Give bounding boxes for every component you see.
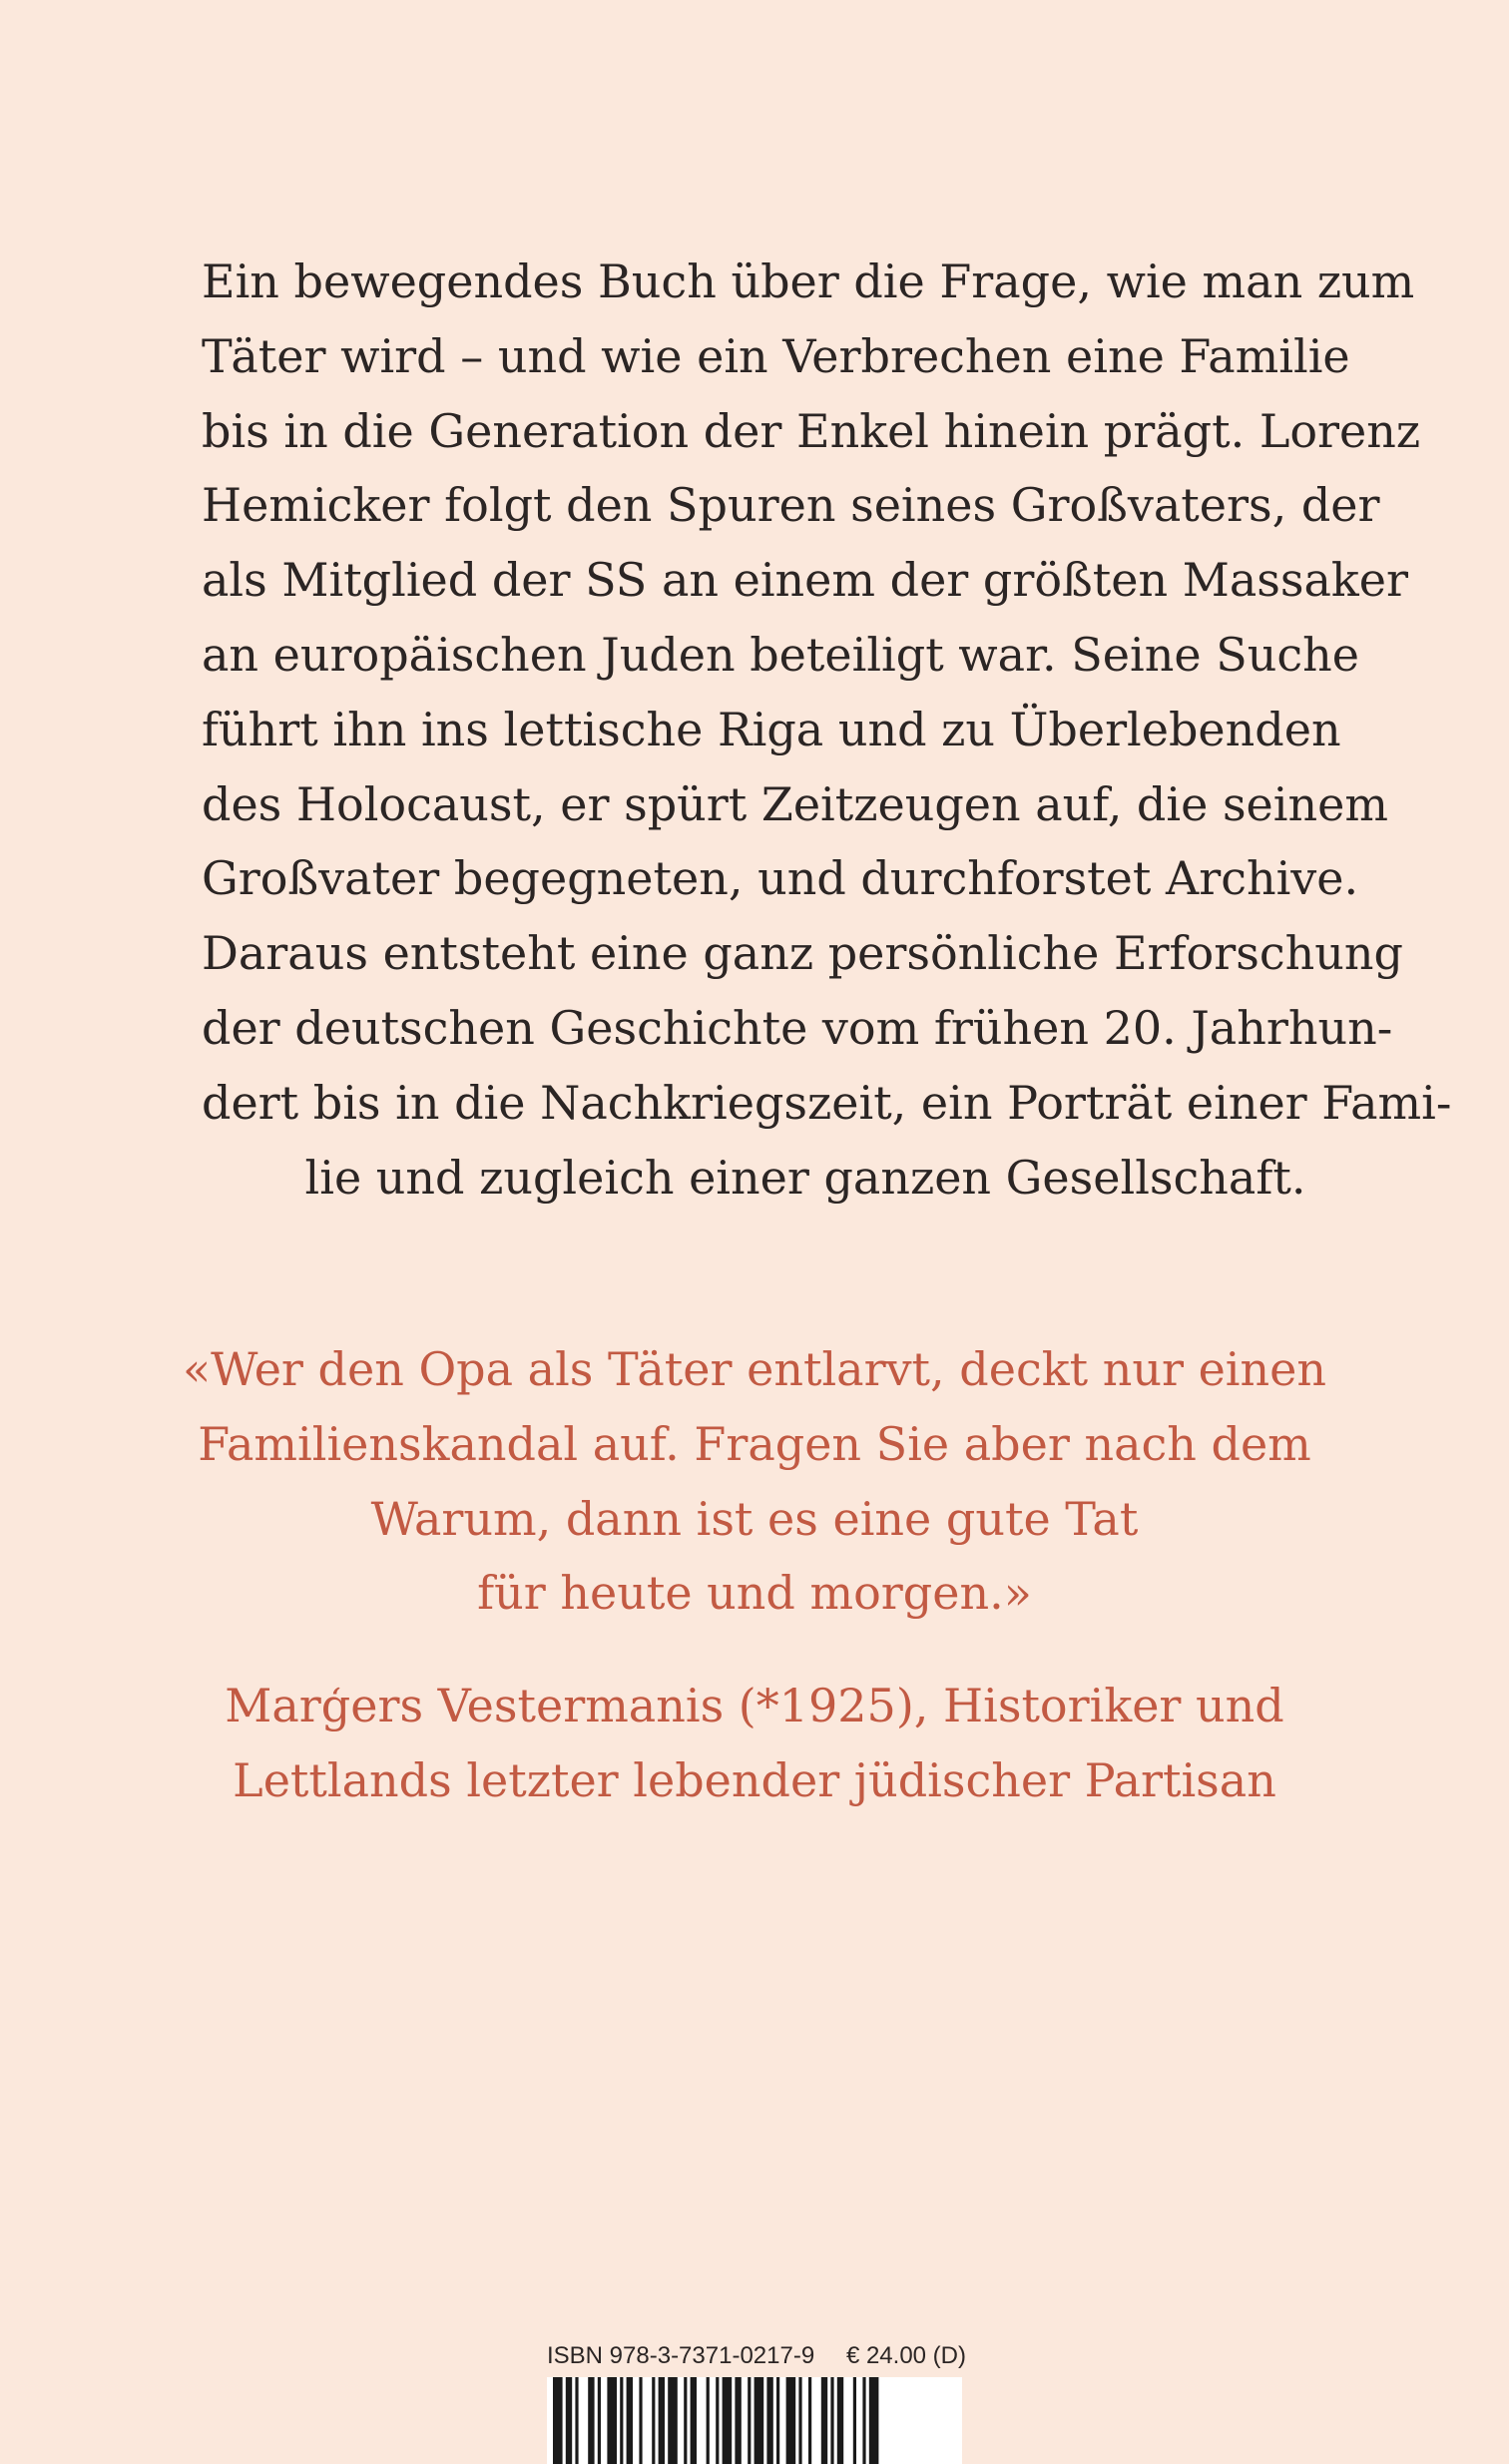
barcode-bar (723, 2377, 733, 2464)
blurb-line: führt ihn ins lettische Riga und zu Überlebenden (202, 702, 1341, 756)
quote-line: Warum, dann ist es eine gute Tat (370, 1491, 1139, 1546)
barcode-bar (627, 2377, 633, 2464)
quote-line: «Wer den Opa als Täter entlarvt, deckt nur einen (183, 1342, 1326, 1396)
barcode-bar (776, 2377, 779, 2464)
barcode-bar (652, 2377, 655, 2464)
blurb-line: bis in die Generation der Enkel hinein prägt. Lorenz (202, 403, 1421, 458)
barcode-bar (837, 2377, 843, 2464)
blurb-text (202, 245, 1452, 1215)
barcode-bar (668, 2377, 678, 2464)
barcode-bar (754, 2377, 764, 2464)
barcode-bar (620, 2377, 623, 2464)
blurb-line: Hemicker folgt den Spuren seines Großvaters, der (202, 478, 1380, 533)
barcode-bar (684, 2377, 687, 2464)
barcode-bar (853, 2377, 856, 2464)
barcode-bar (691, 2377, 697, 2464)
barcode-bar (830, 2377, 833, 2464)
barcode-bar (639, 2377, 642, 2464)
blurb-line: dert bis in die Nachkriegszeit, ein Porträt einer Fami- (202, 1075, 1452, 1130)
review-quote (150, 1332, 1359, 1631)
blurb-line: Täter wird – und wie ein Verbrechen eine Familie (202, 328, 1350, 383)
attribution-line: Marģers Vestermanis (*1925), Historiker und (225, 1679, 1284, 1732)
isbn-number: ISBN 978-3-7371-0217-9 (547, 2342, 815, 2369)
blurb-line: als Mitglied der SS an einem der größten Massaker (202, 553, 1408, 608)
price-label: € 24.00 (D) (845, 2342, 966, 2369)
barcode-bar (607, 2377, 617, 2464)
barcode-bar (553, 2377, 563, 2464)
quote-line: Familienskandal auf. Fragen Sie aber nach dem (198, 1416, 1311, 1471)
barcode-bar (798, 2377, 801, 2464)
blurb-line: Daraus entsteht eine ganz persönliche Erforschung (202, 926, 1403, 981)
attribution-line: Lettlands letzter lebender jüdischer Partisan (233, 1752, 1276, 1807)
blurb-line: Ein bewegendes Buch über die Frage, wie man zum (202, 254, 1415, 308)
barcode-bar (716, 2377, 719, 2464)
barcode-bar (707, 2377, 710, 2464)
isbn-price-row (547, 2342, 966, 2370)
barcode-graphic (547, 2377, 962, 2464)
barcode-bar (598, 2377, 601, 2464)
barcode-bar (862, 2377, 865, 2464)
blurb-line: Großvater begegneten, und durchforstet Archive. (202, 851, 1359, 906)
barcode-icon (547, 2377, 962, 2464)
barcode-bar (735, 2377, 741, 2464)
barcode-bar (786, 2377, 796, 2464)
quote-line: für heute und morgen.» (477, 1566, 1032, 1621)
barcode-bar (808, 2377, 811, 2464)
barcode-bar (566, 2377, 572, 2464)
quote-attribution (150, 1669, 1359, 1818)
barcode-bar (659, 2377, 665, 2464)
barcode-bar (748, 2377, 751, 2464)
barcode-bar (869, 2377, 879, 2464)
barcode-bar (766, 2377, 772, 2464)
barcode-bar (575, 2377, 578, 2464)
barcode-bar (821, 2377, 827, 2464)
barcode-bar (588, 2377, 594, 2464)
blurb-line: der deutschen Geschichte vom frühen 20. Jahrhun- (202, 1000, 1393, 1055)
blurb-line: des Holocaust, er spürt Zeitzeugen auf, die seinem (202, 776, 1388, 831)
blurb-line: an europäischen Juden beteiligt war. Seine Suche (202, 627, 1359, 682)
blurb-line: lie und zugleich einer ganzen Gesellschaft. (304, 1150, 1306, 1205)
